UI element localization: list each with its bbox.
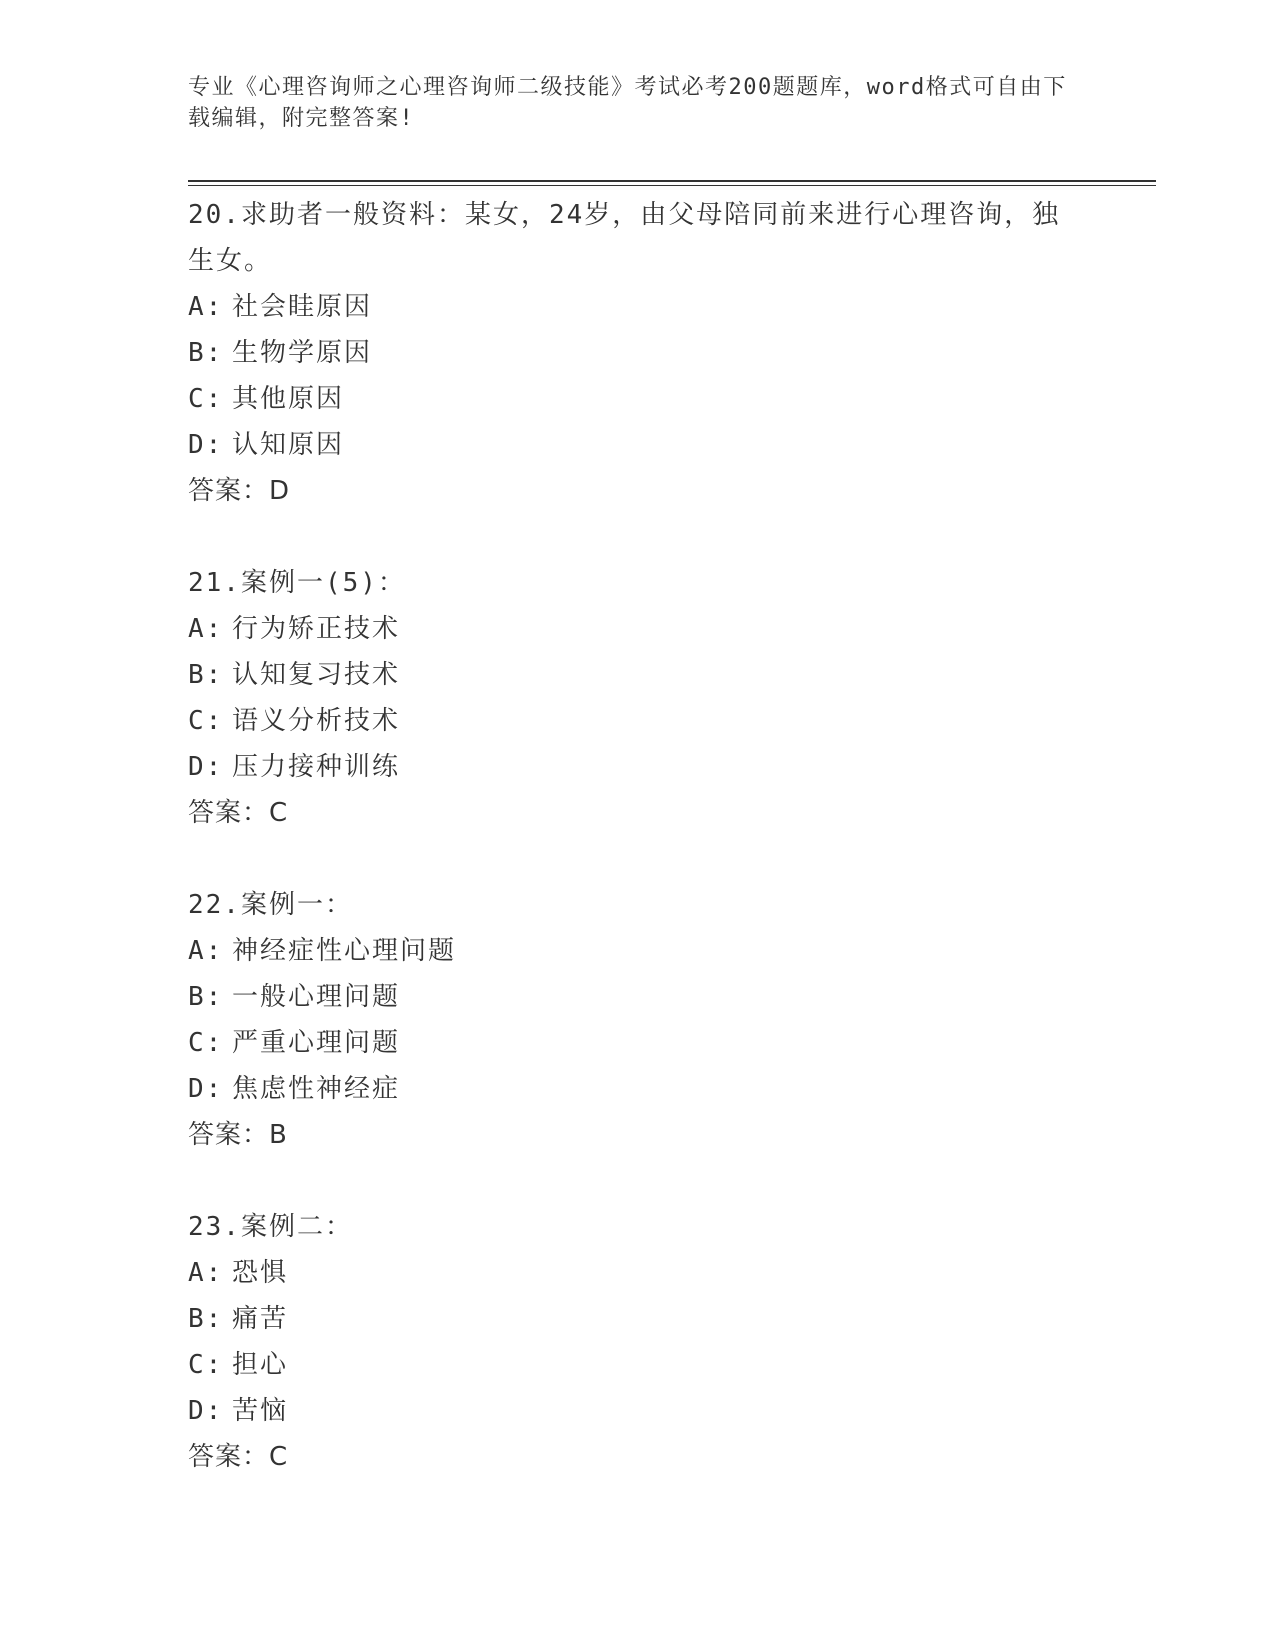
option-text: 语义分析技术 <box>232 706 401 736</box>
option-text: 恐惧 <box>232 1258 289 1288</box>
question-23 <box>188 1204 1088 1480</box>
question-list <box>188 192 1088 1526</box>
option-letter: B: <box>188 660 224 690</box>
option-letter: B: <box>188 982 224 1012</box>
header-divider-thick <box>188 180 1156 182</box>
option-text: 苦恼 <box>232 1396 289 1426</box>
option-letter: A: <box>188 614 224 644</box>
answer-line: 答案：D <box>188 476 291 506</box>
answer-line: 答案：C <box>188 798 289 828</box>
option-letter: C: <box>188 384 224 414</box>
question-21 <box>188 560 1088 836</box>
option-d <box>188 1066 1088 1112</box>
question-20 <box>188 192 1088 514</box>
header-divider-thin <box>188 185 1156 186</box>
option-letter: D: <box>188 1396 224 1426</box>
option-letter: D: <box>188 752 224 782</box>
option-c <box>188 376 1088 422</box>
option-a <box>188 928 1088 974</box>
option-a <box>188 606 1088 652</box>
option-b <box>188 652 1088 698</box>
question-stem: 20.求助者一般资料：某女，24岁，由父母陪同前来进行心理咨询，独生女。 <box>188 200 1061 276</box>
option-text: 痛苦 <box>232 1304 289 1334</box>
option-letter: B: <box>188 338 224 368</box>
option-letter: A: <box>188 936 224 966</box>
option-letter: C: <box>188 1350 224 1380</box>
option-text: 严重心理问题 <box>232 1028 401 1058</box>
option-text: 行为矫正技术 <box>232 614 401 644</box>
option-letter: A: <box>188 1258 224 1288</box>
option-letter: D: <box>188 1074 224 1104</box>
option-text: 担心 <box>232 1350 289 1380</box>
option-text: 认知复习技术 <box>232 660 401 690</box>
option-letter: C: <box>188 706 224 736</box>
option-text: 其他原因 <box>232 384 345 414</box>
option-c <box>188 1020 1088 1066</box>
option-text: 焦虑性神经症 <box>232 1074 401 1104</box>
option-text: 压力接种训练 <box>232 752 401 782</box>
option-d <box>188 422 1088 468</box>
option-text: 神经症性心理问题 <box>232 936 457 966</box>
answer-line: 答案：B <box>188 1120 288 1150</box>
option-a <box>188 284 1088 330</box>
option-text: 认知原因 <box>232 430 345 460</box>
option-a <box>188 1250 1088 1296</box>
option-letter: D: <box>188 430 224 460</box>
answer-line: 答案：C <box>188 1442 289 1472</box>
option-letter: A: <box>188 292 224 322</box>
option-letter: B: <box>188 1304 224 1334</box>
option-text: 社会眭原因 <box>232 292 373 322</box>
option-c <box>188 698 1088 744</box>
option-text: 生物学原因 <box>232 338 373 368</box>
option-c <box>188 1342 1088 1388</box>
option-letter: C: <box>188 1028 224 1058</box>
question-stem: 23.案例二： <box>188 1212 353 1242</box>
option-b <box>188 974 1088 1020</box>
option-d <box>188 744 1088 790</box>
document-header: 专业《心理咨询师之心理咨询师二级技能》考试必考200题题库，word格式可自由下载编辑，附完整答案! <box>188 75 1067 131</box>
option-b <box>188 1296 1088 1342</box>
option-text: 一般心理问题 <box>232 982 401 1012</box>
option-d <box>188 1388 1088 1434</box>
question-stem: 22.案例一： <box>188 890 353 920</box>
question-22 <box>188 882 1088 1158</box>
option-b <box>188 330 1088 376</box>
question-stem: 21.案例一(5)： <box>188 568 406 598</box>
